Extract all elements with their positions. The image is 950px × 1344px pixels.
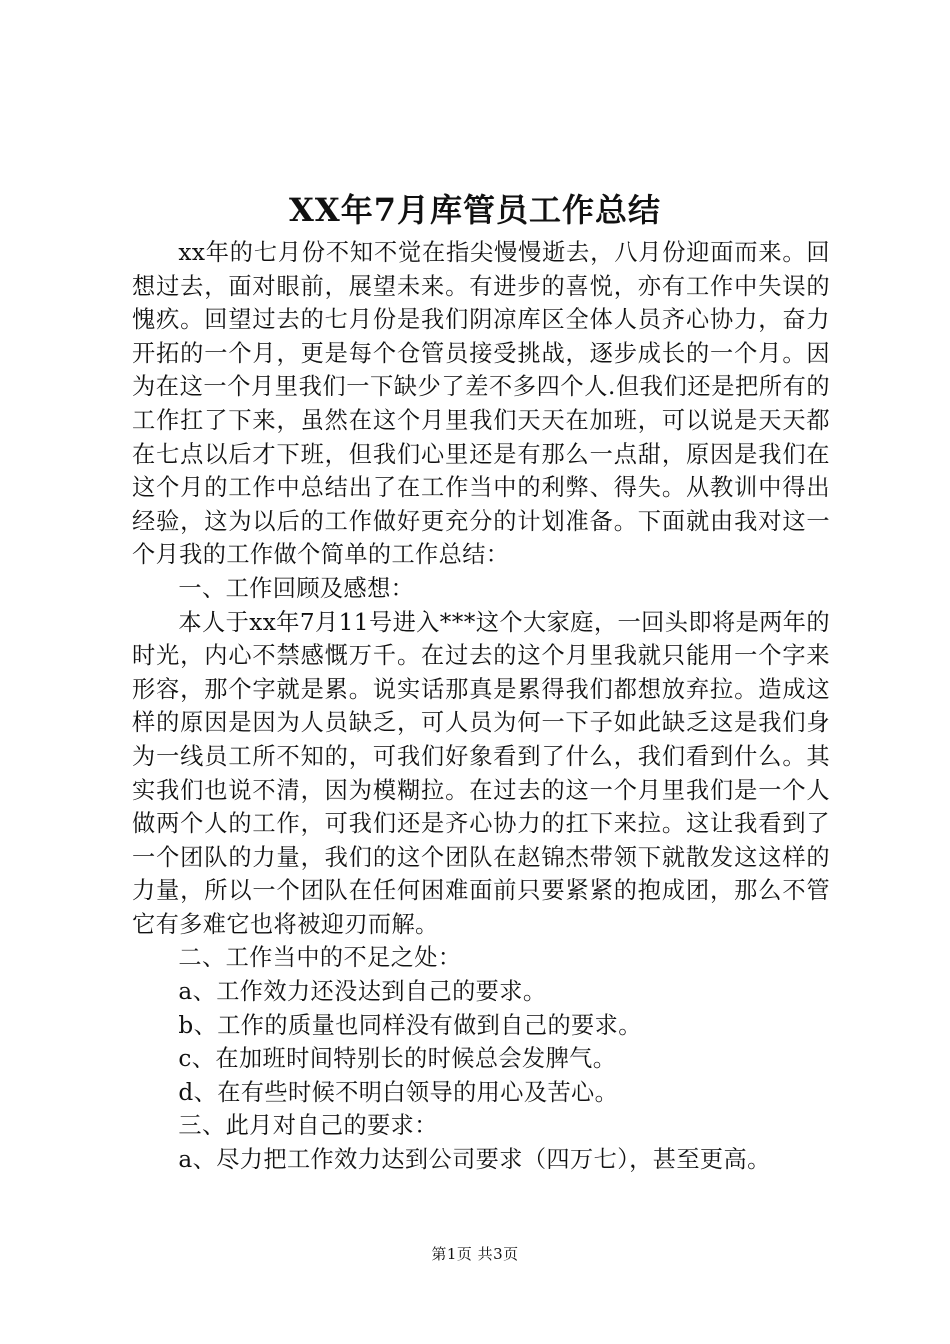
section-heading-shortcomings: 二、工作当中的不足之处：: [178, 944, 462, 972]
list-item-shortcoming-b: b、工作的质量也同样没有做到自己的要求。: [178, 1011, 642, 1039]
document-body: [132, 236, 830, 1177]
document-title: XX年7月库管员工作总结: [289, 191, 661, 229]
list-item-requirement-a: a、尽力把工作效力达到公司要求（四万七），甚至更高。: [178, 1146, 771, 1174]
page-number-footer: 第1页 共3页: [431, 1245, 519, 1263]
paragraph-intro: xx年的七月份不知不觉在指尖慢慢逝去，八月份迎面而来。回想过去，面对眼前，展望未来。有进步的喜悦，亦有工作中失误的愧疚。回望过去的七月份是我们阴凉库区全体人员齐心协力，奋力开拓的一个月，更是每个仓管员接受挑战，逐步成长的一个月。因为在这一个月里我们一下缺少了差不多四个人.但我们还是把所有的工作扛了下来，虽然在这个月里我们天天在加班，可以说是天天都在七点以后才下班，但我们心里还是有那么一点甜，原因是我们在这个月的工作中总结出了在工作当中的利弊、得失。从教训中得出经验，这为以后的工作做好更充分的计划准备。下面就由我对这一个月我的工作做个简单的工作总结：: [132, 239, 830, 569]
section-heading-requirements: 三、此月对自己的要求：: [178, 1112, 438, 1140]
section-heading-review: 一、工作回顾及感想：: [178, 574, 415, 602]
list-item-shortcoming-d: d、在有些时候不明白领导的用心及苦心。: [178, 1078, 619, 1106]
list-item-shortcoming-c: c、在加班时间特别长的时候总会发脾气。: [178, 1045, 617, 1073]
paragraph-review: 本人于xx年7月11号进入***这个大家庭，一回头即将是两年的时光，内心不禁感慨万千。在过去的这个月里我就只能用一个字来形容，那个字就是累。说实话那真是累得我们都想放弃拉。造成这样的原因是因为人员缺乏，可人员为何一下子如此缺乏这是我们身为一线员工所不知的，可我们好象看到了什么，我们看到什么。其实我们也说不清，因为模糊拉。在过去的这一个月里我们是一个人做两个人的工作，可我们还是齐心协力的扛下来拉。这让我看到了一个团队的力量，我们的这个团队在赵锦杰带领下就散发这这样的力量，所以一个团队在任何困难面前只要紧紧的抱成团，那么不管它有多难它也将被迎刃而解。: [132, 608, 830, 938]
list-item-shortcoming-a: a、工作效力还没达到自己的要求。: [178, 978, 547, 1006]
